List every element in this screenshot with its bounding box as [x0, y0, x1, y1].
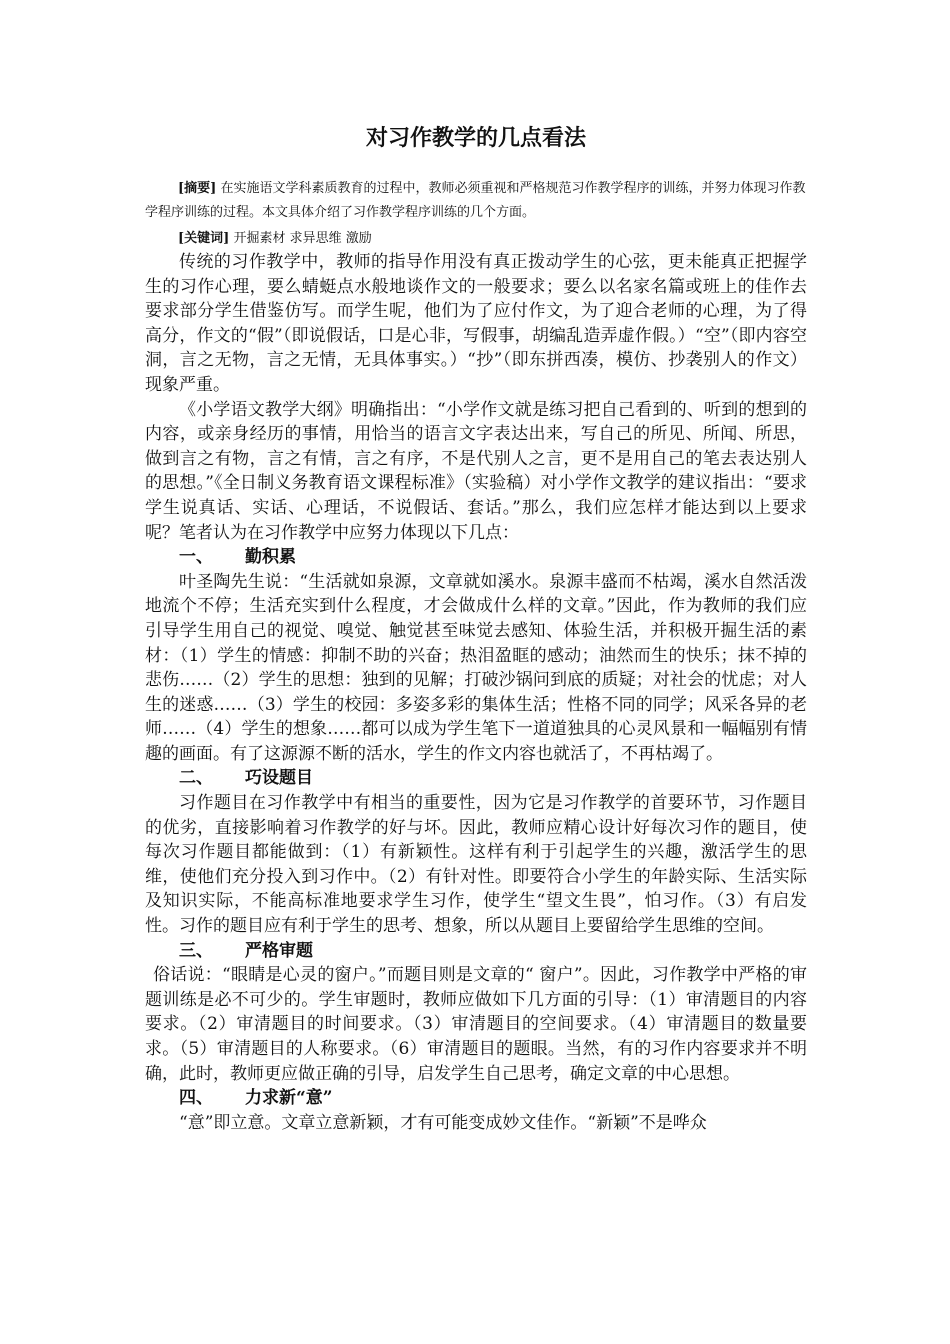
abstract-label: [摘要] [178, 181, 217, 196]
abstract-text: 在实施语文学科素质教育的过程中，教师必须重视和严格规范习作教学程序的训练，并努力体现习作教学程序训练的过程。本文具体介绍了习作教学程序训练的几个方面。 [145, 181, 806, 220]
section-title: 巧设题目 [245, 768, 313, 789]
keywords-text: 开掘素材 求异思维 激励 [233, 231, 372, 246]
paragraph: 《小学语文教学大纲》明确指出：“小学作文就是练习把自己看到的、听到的想到的内容，或亲身经历的事情，用恰当的语言文字表达出来，写自己的所见、所闻、所思，做到言之有物，言之有情，言之有序，不是代别人之言，更不是用自己的笔去表达别人的思想。”《全日制义务教育语文课程标准》（实验稿）对小学作文教学的建议指出：“要求学生说真话、实话、心理话，不说假话、套话。”那么，我们应怎样才能达到以上要求呢？笔者认为在习作教学中应努力体现以下几点： [145, 399, 807, 543]
section-number: 三、 [179, 940, 213, 961]
section-heading [145, 1086, 807, 1111]
paragraph: 俗话说：“眼睛是心灵的窗户。”而题目则是文章的“ 窗户”。因此，习作教学中严格的审题训练是必不可少的。学生审题时，教师应做如下几方面的引导：（1）审清题目的内容要求。（2）审清题目的时间要求。（3）审清题目的空间要求。（4）审清题目的数量要求。（5）审清题目的人称要求。（6）审清题目的题眼。当然，有的习作内容要求并不明确，此时，教师更应做正确的引导，启发学生自己思考，确定文章的中心思想。 [145, 965, 807, 1084]
section-heading [145, 939, 807, 964]
paragraph: 习作题目在习作教学中有相当的重要性，因为它是习作教学的首要环节，习作题目的优劣，直接影响着习作教学的好与坏。因此，教师应精心设计好每次习作的题目，使每次习作题目都能做到：（1）有新颖性。这样有利于引起学生的兴趣，激活学生的思维，使他们充分投入到习作中。（2）有针对性。即要符合小学生的年龄实际、生活实际及知识实际，不能高标准地要求学生习作，使学生“望文生畏”，怕习作。（3）有启发性。习作的题目应有利于学生的思考、想象，所以从题目上要留给学生思维的空间。 [145, 793, 807, 937]
section-title: 勤积累 [245, 547, 296, 568]
paragraph: “意”即立意。文章立意新颖，才有可能变成妙文佳作。“新颖”不是哗众 [179, 1112, 707, 1133]
paragraph: 叶圣陶先生说：“生活就如泉源，文章就如溪水。泉源丰盛而不枯竭，溪水自然活泼地流个不停；生活充实到什么程度，才会做成什么样的文章。”因此，作为教师的我们应引导学生用自己的视觉、嗅觉、触觉甚至味觉去感知、体验生活，并积极开掘生活的素材：（1）学生的情感：抑制不助的兴奋；热泪盈眶的感动；油然而生的快乐；抹不掉的悲伤……（2）学生的思想：独到的见解；打破沙锅问到底的质疑；对社会的忧虑；对人生的迷惑……（3）学生的校园：多姿多彩的集体生活；性格不同的同学；风采各异的老师……（4）学生的想象……都可以成为学生笔下一道道独具的心灵风景和一幅幅别有情趣的画面。有了这源源不断的活水，学生的作文内容也就活了，不再枯竭了。 [145, 571, 807, 764]
section-number: 二、 [179, 768, 213, 789]
section-heading [145, 766, 807, 791]
keywords [145, 227, 807, 251]
keywords-label: [关键词] [178, 231, 230, 246]
abstract [145, 177, 807, 225]
section-number: 一、 [179, 547, 213, 568]
section-number: 四、 [179, 1088, 213, 1109]
article-body [145, 250, 807, 1135]
section-title: 力求新“意” [245, 1088, 333, 1109]
section-heading [145, 545, 807, 570]
paragraph: 传统的习作教学中，教师的指导作用没有真正拨动学生的心弦，更未能真正把握学生的习作心理，要么蜻蜓点水般地谈作文的一般要求；要么以名家名篇或班上的佳作去要求部分学生借鉴仿写。而学生呢，他们为了应付作文，为了迎合老师的心理，为了得高分，作文的“假”（即说假话，口是心非，写假事，胡编乱造弄虚作假。）“空”（即内容空洞，言之无物，言之无情，无具体事实。）“抄”（即东拼西凑，模仿、抄袭别人的作文）现象严重。 [145, 252, 807, 395]
section-title: 严格审题 [245, 940, 313, 961]
document-title: 对习作教学的几点看法 [365, 125, 586, 151]
